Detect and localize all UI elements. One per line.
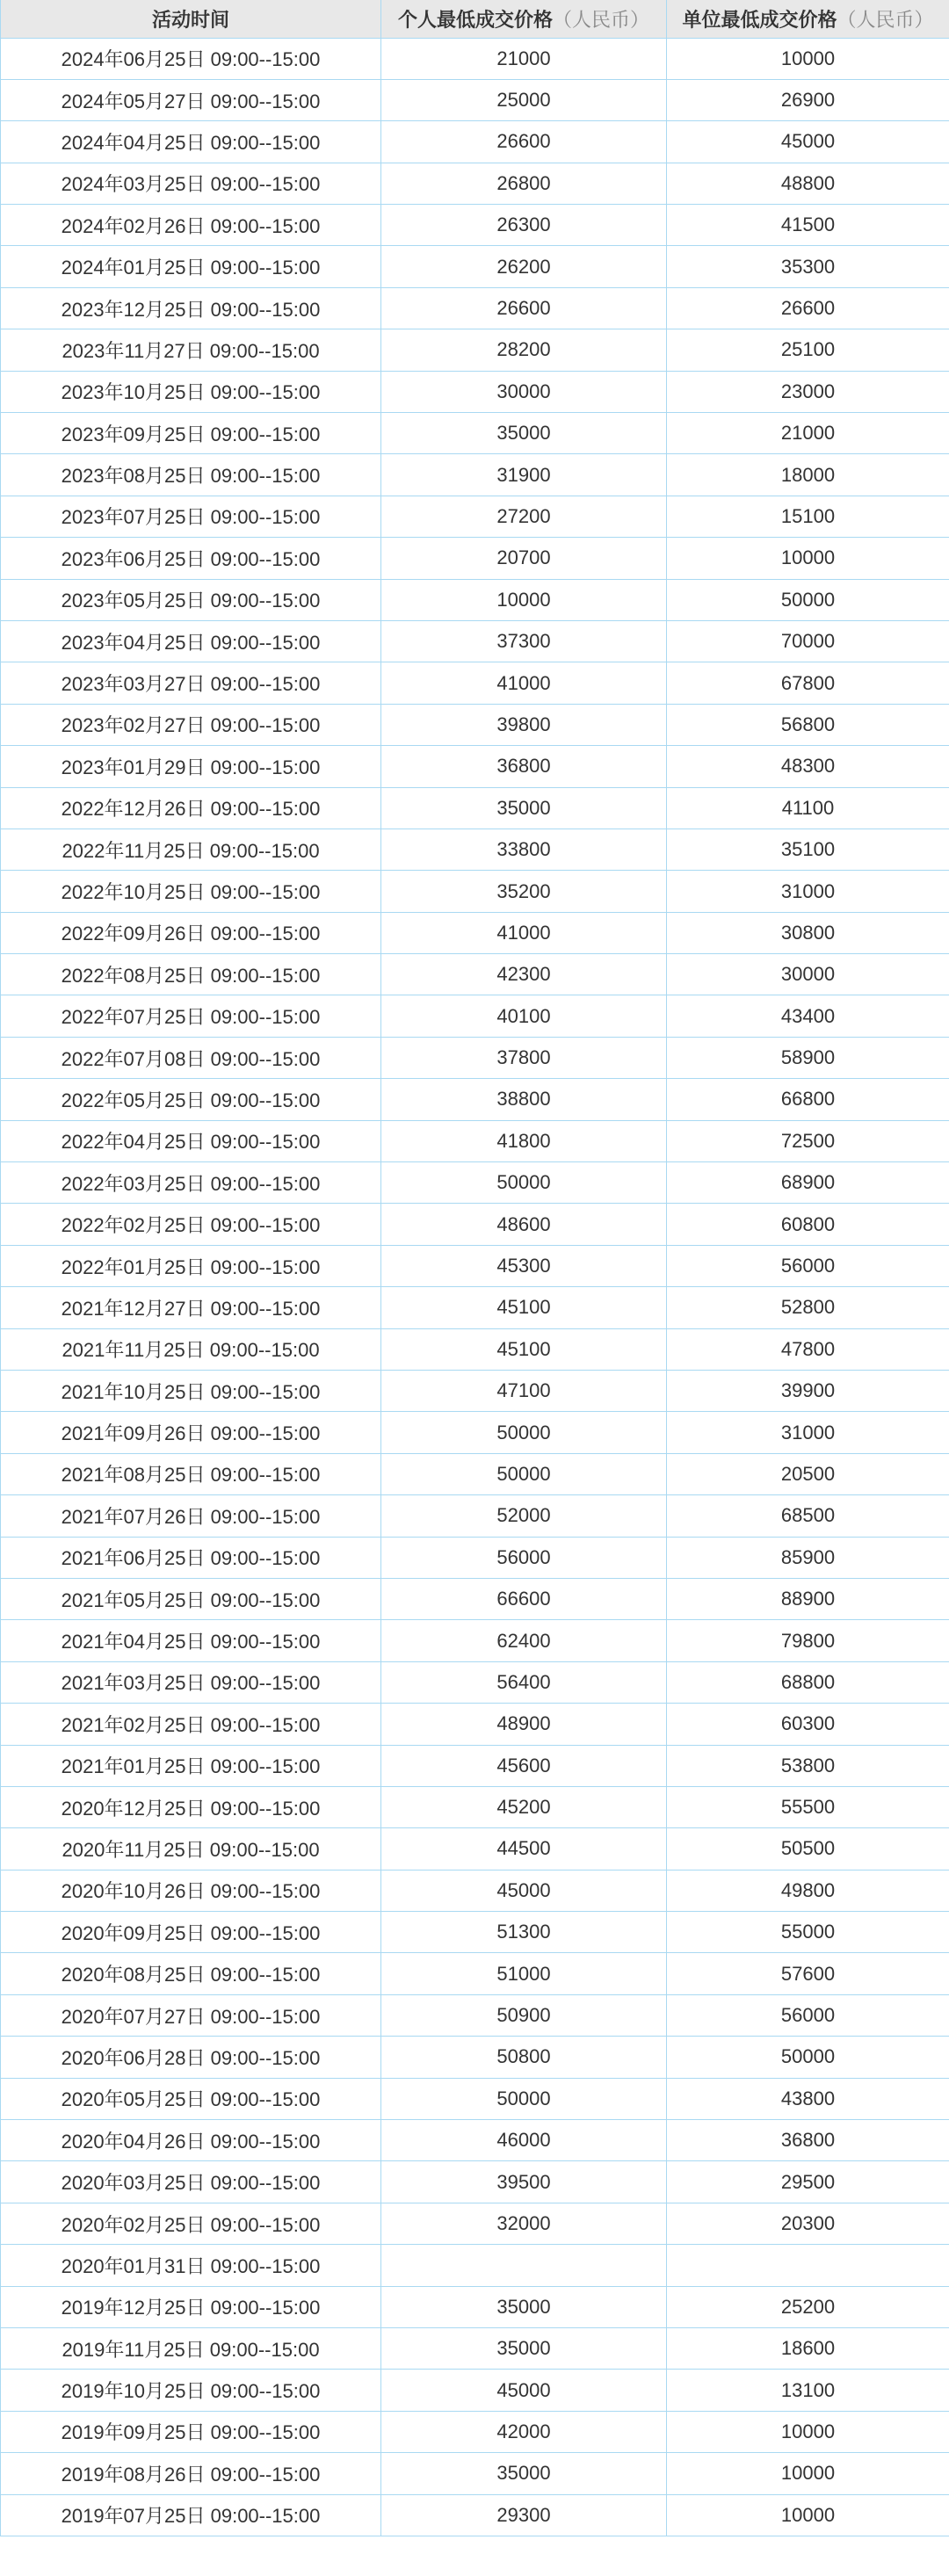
cell-activity-time: 2024年01月25日 09:00--15:00 xyxy=(1,246,381,287)
cell-personal-min-price: 46000 xyxy=(381,2120,667,2161)
cell-personal-min-price: 42300 xyxy=(381,954,667,995)
cell-activity-time: 2022年05月25日 09:00--15:00 xyxy=(1,1079,381,1120)
cell-unit-min-price: 18000 xyxy=(667,454,949,496)
table-row xyxy=(1,246,949,287)
price-table-body xyxy=(1,38,949,2536)
cell-activity-time: 2021年03月25日 09:00--15:00 xyxy=(1,1661,381,1703)
cell-activity-time: 2022年04月25日 09:00--15:00 xyxy=(1,1120,381,1161)
table-row xyxy=(1,1079,949,1120)
table-row xyxy=(1,995,949,1037)
cell-activity-time: 2021年11月25日 09:00--15:00 xyxy=(1,1328,381,1370)
cell-activity-time: 2022年08月25日 09:00--15:00 xyxy=(1,954,381,995)
table-row xyxy=(1,2203,949,2244)
cell-unit-min-price: 45000 xyxy=(667,121,949,163)
cell-unit-min-price: 39900 xyxy=(667,1371,949,1412)
cell-personal-min-price xyxy=(381,2245,667,2286)
cell-personal-min-price: 10000 xyxy=(381,579,667,620)
cell-personal-min-price: 39500 xyxy=(381,2161,667,2203)
cell-unit-min-price: 56000 xyxy=(667,1994,949,2036)
cell-personal-min-price: 33800 xyxy=(381,829,667,870)
cell-activity-time: 2021年04月25日 09:00--15:00 xyxy=(1,1620,381,1661)
cell-unit-min-price: 55000 xyxy=(667,1912,949,1953)
table-row xyxy=(1,2494,949,2536)
cell-activity-time: 2020年04月26日 09:00--15:00 xyxy=(1,2120,381,2161)
cell-activity-time: 2023年04月25日 09:00--15:00 xyxy=(1,620,381,662)
cell-activity-time: 2024年06月25日 09:00--15:00 xyxy=(1,38,381,79)
cell-personal-min-price: 45300 xyxy=(381,1245,667,1286)
cell-activity-time: 2023年11月27日 09:00--15:00 xyxy=(1,329,381,371)
cell-personal-min-price: 41000 xyxy=(381,662,667,704)
cell-personal-min-price: 50900 xyxy=(381,1994,667,2036)
column-unit-suffix: （人民币） xyxy=(553,8,650,31)
cell-activity-time: 2023年08月25日 09:00--15:00 xyxy=(1,454,381,496)
cell-unit-min-price: 85900 xyxy=(667,1537,949,1578)
cell-activity-time: 2019年09月25日 09:00--15:00 xyxy=(1,2411,381,2452)
table-row xyxy=(1,538,949,579)
cell-personal-min-price: 26600 xyxy=(381,287,667,329)
cell-personal-min-price: 20700 xyxy=(381,538,667,579)
cell-personal-min-price: 41800 xyxy=(381,1120,667,1161)
cell-activity-time: 2023年02月27日 09:00--15:00 xyxy=(1,704,381,745)
cell-unit-min-price: 10000 xyxy=(667,538,949,579)
cell-activity-time: 2022年07月08日 09:00--15:00 xyxy=(1,1037,381,1078)
cell-personal-min-price: 39800 xyxy=(381,704,667,745)
cell-activity-time: 2022年11月25日 09:00--15:00 xyxy=(1,829,381,870)
column-header-unit-min-price xyxy=(667,0,949,38)
table-row xyxy=(1,620,949,662)
cell-personal-min-price: 35000 xyxy=(381,2327,667,2369)
table-row xyxy=(1,2370,949,2411)
cell-activity-time: 2024年05月27日 09:00--15:00 xyxy=(1,79,381,120)
table-row xyxy=(1,1328,949,1370)
cell-personal-min-price: 27200 xyxy=(381,496,667,537)
cell-activity-time: 2020年01月31日 09:00--15:00 xyxy=(1,2245,381,2286)
table-row xyxy=(1,1661,949,1703)
cell-personal-min-price: 45100 xyxy=(381,1328,667,1370)
cell-personal-min-price: 48900 xyxy=(381,1704,667,1745)
cell-unit-min-price: 10000 xyxy=(667,38,949,79)
cell-unit-min-price: 50500 xyxy=(667,1828,949,1870)
table-row xyxy=(1,329,949,371)
column-header-personal-min-price xyxy=(381,0,667,38)
cell-personal-min-price: 35000 xyxy=(381,787,667,829)
cell-activity-time: 2023年10月25日 09:00--15:00 xyxy=(1,371,381,412)
table-row xyxy=(1,579,949,620)
cell-personal-min-price: 32000 xyxy=(381,2203,667,2244)
cell-unit-min-price: 20300 xyxy=(667,2203,949,2244)
cell-activity-time: 2019年11月25日 09:00--15:00 xyxy=(1,2327,381,2369)
table-row xyxy=(1,1412,949,1453)
cell-personal-min-price: 37800 xyxy=(381,1037,667,1078)
table-row xyxy=(1,79,949,120)
table-row xyxy=(1,1037,949,1078)
cell-personal-min-price: 45000 xyxy=(381,2370,667,2411)
cell-unit-min-price: 43400 xyxy=(667,995,949,1037)
cell-personal-min-price: 28200 xyxy=(381,329,667,371)
cell-unit-min-price: 35300 xyxy=(667,246,949,287)
cell-unit-min-price: 10000 xyxy=(667,2494,949,2536)
cell-personal-min-price: 35000 xyxy=(381,2286,667,2327)
table-row xyxy=(1,2161,949,2203)
cell-personal-min-price: 26600 xyxy=(381,121,667,163)
cell-unit-min-price: 30000 xyxy=(667,954,949,995)
cell-activity-time: 2020年09月25日 09:00--15:00 xyxy=(1,1912,381,1953)
cell-unit-min-price: 10000 xyxy=(667,2453,949,2494)
cell-unit-min-price: 50000 xyxy=(667,579,949,620)
cell-unit-min-price: 52800 xyxy=(667,1287,949,1328)
cell-activity-time: 2023年12月25日 09:00--15:00 xyxy=(1,287,381,329)
cell-personal-min-price: 50000 xyxy=(381,1453,667,1494)
cell-activity-time: 2020年06月28日 09:00--15:00 xyxy=(1,2037,381,2078)
table-row xyxy=(1,1578,949,1619)
table-row xyxy=(1,287,949,329)
cell-unit-min-price: 49800 xyxy=(667,1870,949,1911)
cell-unit-min-price: 25200 xyxy=(667,2286,949,2327)
cell-personal-min-price: 47100 xyxy=(381,1371,667,1412)
table-row xyxy=(1,413,949,454)
table-row xyxy=(1,829,949,870)
cell-personal-min-price: 25000 xyxy=(381,79,667,120)
cell-personal-min-price: 31900 xyxy=(381,454,667,496)
cell-personal-min-price: 40100 xyxy=(381,995,667,1037)
cell-personal-min-price: 45600 xyxy=(381,1745,667,1786)
cell-activity-time: 2020年12月25日 09:00--15:00 xyxy=(1,1786,381,1827)
column-label: 单位最低成交价格 xyxy=(682,8,837,31)
cell-personal-min-price: 26800 xyxy=(381,163,667,204)
cell-personal-min-price: 30000 xyxy=(381,371,667,412)
cell-activity-time: 2021年08月25日 09:00--15:00 xyxy=(1,1453,381,1494)
cell-personal-min-price: 35200 xyxy=(381,871,667,912)
cell-activity-time: 2021年10月25日 09:00--15:00 xyxy=(1,1371,381,1412)
table-row xyxy=(1,371,949,412)
table-row xyxy=(1,787,949,829)
column-label: 活动时间 xyxy=(151,8,229,31)
cell-activity-time: 2023年05月25日 09:00--15:00 xyxy=(1,579,381,620)
table-row xyxy=(1,1620,949,1661)
cell-personal-min-price: 45200 xyxy=(381,1786,667,1827)
cell-unit-min-price: 20500 xyxy=(667,1453,949,1494)
cell-unit-min-price: 53800 xyxy=(667,1745,949,1786)
cell-unit-min-price: 56000 xyxy=(667,1245,949,1286)
cell-activity-time: 2024年02月26日 09:00--15:00 xyxy=(1,205,381,246)
cell-unit-min-price: 58900 xyxy=(667,1037,949,1078)
cell-personal-min-price: 48600 xyxy=(381,1204,667,1245)
cell-personal-min-price: 21000 xyxy=(381,38,667,79)
cell-activity-time: 2020年05月25日 09:00--15:00 xyxy=(1,2078,381,2119)
cell-activity-time: 2020年08月25日 09:00--15:00 xyxy=(1,1953,381,1994)
cell-unit-min-price: 68500 xyxy=(667,1495,949,1537)
cell-unit-min-price: 25100 xyxy=(667,329,949,371)
cell-unit-min-price: 68800 xyxy=(667,1661,949,1703)
cell-unit-min-price xyxy=(667,2245,949,2286)
cell-unit-min-price: 18600 xyxy=(667,2327,949,2369)
cell-activity-time: 2019年10月25日 09:00--15:00 xyxy=(1,2370,381,2411)
cell-activity-time: 2022年09月26日 09:00--15:00 xyxy=(1,912,381,953)
table-row xyxy=(1,2120,949,2161)
cell-personal-min-price: 51300 xyxy=(381,1912,667,1953)
table-row xyxy=(1,1786,949,1827)
cell-unit-min-price: 57600 xyxy=(667,1953,949,1994)
table-row xyxy=(1,121,949,163)
column-unit-suffix: （人民币） xyxy=(837,8,934,31)
table-row xyxy=(1,954,949,995)
cell-personal-min-price: 35000 xyxy=(381,2453,667,2494)
cell-personal-min-price: 26200 xyxy=(381,246,667,287)
cell-activity-time: 2020年11月25日 09:00--15:00 xyxy=(1,1828,381,1870)
cell-personal-min-price: 45100 xyxy=(381,1287,667,1328)
cell-unit-min-price: 56800 xyxy=(667,704,949,745)
cell-unit-min-price: 13100 xyxy=(667,2370,949,2411)
cell-unit-min-price: 79800 xyxy=(667,1620,949,1661)
cell-personal-min-price: 52000 xyxy=(381,1495,667,1537)
cell-unit-min-price: 15100 xyxy=(667,496,949,537)
table-row xyxy=(1,1912,949,1953)
table-row xyxy=(1,38,949,79)
cell-activity-time: 2023年09月25日 09:00--15:00 xyxy=(1,413,381,454)
cell-unit-min-price: 50000 xyxy=(667,2037,949,2078)
cell-unit-min-price: 36800 xyxy=(667,2120,949,2161)
cell-personal-min-price: 56000 xyxy=(381,1537,667,1578)
cell-unit-min-price: 60800 xyxy=(667,1204,949,1245)
cell-unit-min-price: 26600 xyxy=(667,287,949,329)
cell-activity-time: 2021年06月25日 09:00--15:00 xyxy=(1,1537,381,1578)
table-row xyxy=(1,1453,949,1494)
cell-unit-min-price: 48300 xyxy=(667,746,949,787)
table-row xyxy=(1,2286,949,2327)
table-row xyxy=(1,2245,949,2286)
cell-activity-time: 2024年03月25日 09:00--15:00 xyxy=(1,163,381,204)
cell-activity-time: 2020年07月27日 09:00--15:00 xyxy=(1,1994,381,2036)
column-label: 个人最低成交价格 xyxy=(397,8,553,31)
cell-activity-time: 2023年06月25日 09:00--15:00 xyxy=(1,538,381,579)
table-row xyxy=(1,1994,949,2036)
cell-personal-min-price: 36800 xyxy=(381,746,667,787)
table-row xyxy=(1,1745,949,1786)
cell-personal-min-price: 45000 xyxy=(381,1870,667,1911)
cell-unit-min-price: 23000 xyxy=(667,371,949,412)
cell-unit-min-price: 48800 xyxy=(667,163,949,204)
cell-personal-min-price: 42000 xyxy=(381,2411,667,2452)
table-row xyxy=(1,2037,949,2078)
cell-activity-time: 2022年03月25日 09:00--15:00 xyxy=(1,1162,381,1204)
cell-unit-min-price: 10000 xyxy=(667,2411,949,2452)
cell-activity-time: 2023年03月27日 09:00--15:00 xyxy=(1,662,381,704)
table-row xyxy=(1,1704,949,1745)
cell-unit-min-price: 43800 xyxy=(667,2078,949,2119)
table-row xyxy=(1,2078,949,2119)
table-row xyxy=(1,1495,949,1537)
cell-activity-time: 2019年07月25日 09:00--15:00 xyxy=(1,2494,381,2536)
table-row xyxy=(1,1870,949,1911)
cell-activity-time: 2019年08月26日 09:00--15:00 xyxy=(1,2453,381,2494)
cell-personal-min-price: 29300 xyxy=(381,2494,667,2536)
table-row xyxy=(1,662,949,704)
table-row xyxy=(1,1162,949,1204)
cell-personal-min-price: 50000 xyxy=(381,1412,667,1453)
cell-activity-time: 2021年05月25日 09:00--15:00 xyxy=(1,1578,381,1619)
table-row xyxy=(1,1245,949,1286)
cell-unit-min-price: 31000 xyxy=(667,871,949,912)
cell-activity-time: 2021年12月27日 09:00--15:00 xyxy=(1,1287,381,1328)
cell-activity-time: 2022年12月26日 09:00--15:00 xyxy=(1,787,381,829)
cell-personal-min-price: 38800 xyxy=(381,1079,667,1120)
table-row xyxy=(1,746,949,787)
cell-activity-time: 2022年10月25日 09:00--15:00 xyxy=(1,871,381,912)
cell-activity-time: 2022年02月25日 09:00--15:00 xyxy=(1,1204,381,1245)
column-header-activity-time xyxy=(1,0,381,38)
table-row xyxy=(1,1953,949,1994)
table-header xyxy=(1,0,949,38)
table-row xyxy=(1,1120,949,1161)
cell-unit-min-price: 66800 xyxy=(667,1079,949,1120)
cell-unit-min-price: 29500 xyxy=(667,2161,949,2203)
table-row xyxy=(1,912,949,953)
table-row xyxy=(1,496,949,537)
table-row xyxy=(1,1828,949,1870)
cell-personal-min-price: 41000 xyxy=(381,912,667,953)
cell-activity-time: 2021年09月26日 09:00--15:00 xyxy=(1,1412,381,1453)
cell-unit-min-price: 68900 xyxy=(667,1162,949,1204)
cell-activity-time: 2020年10月26日 09:00--15:00 xyxy=(1,1870,381,1911)
cell-unit-min-price: 41500 xyxy=(667,205,949,246)
cell-activity-time: 2021年01月25日 09:00--15:00 xyxy=(1,1745,381,1786)
cell-personal-min-price: 35000 xyxy=(381,413,667,454)
cell-personal-min-price: 50000 xyxy=(381,2078,667,2119)
table-row xyxy=(1,2411,949,2452)
table-row xyxy=(1,1204,949,1245)
cell-personal-min-price: 44500 xyxy=(381,1828,667,1870)
cell-unit-min-price: 55500 xyxy=(667,1786,949,1827)
cell-unit-min-price: 72500 xyxy=(667,1120,949,1161)
table-row xyxy=(1,205,949,246)
cell-unit-min-price: 67800 xyxy=(667,662,949,704)
cell-activity-time: 2020年02月25日 09:00--15:00 xyxy=(1,2203,381,2244)
cell-activity-time: 2019年12月25日 09:00--15:00 xyxy=(1,2286,381,2327)
cell-activity-time: 2021年02月25日 09:00--15:00 xyxy=(1,1704,381,1745)
cell-personal-min-price: 37300 xyxy=(381,620,667,662)
cell-unit-min-price: 70000 xyxy=(667,620,949,662)
cell-activity-time: 2024年04月25日 09:00--15:00 xyxy=(1,121,381,163)
cell-activity-time: 2020年03月25日 09:00--15:00 xyxy=(1,2161,381,2203)
cell-activity-time: 2022年07月25日 09:00--15:00 xyxy=(1,995,381,1037)
cell-unit-min-price: 60300 xyxy=(667,1704,949,1745)
table-row xyxy=(1,454,949,496)
cell-unit-min-price: 35100 xyxy=(667,829,949,870)
cell-unit-min-price: 21000 xyxy=(667,413,949,454)
table-row xyxy=(1,2453,949,2494)
cell-activity-time: 2023年07月25日 09:00--15:00 xyxy=(1,496,381,537)
cell-personal-min-price: 26300 xyxy=(381,205,667,246)
table-row xyxy=(1,163,949,204)
cell-personal-min-price: 50000 xyxy=(381,1162,667,1204)
cell-personal-min-price: 50800 xyxy=(381,2037,667,2078)
cell-personal-min-price: 56400 xyxy=(381,1661,667,1703)
table-row xyxy=(1,704,949,745)
table-row xyxy=(1,871,949,912)
cell-personal-min-price: 51000 xyxy=(381,1953,667,1994)
cell-unit-min-price: 30800 xyxy=(667,912,949,953)
cell-unit-min-price: 26900 xyxy=(667,79,949,120)
cell-unit-min-price: 47800 xyxy=(667,1328,949,1370)
cell-activity-time: 2021年07月26日 09:00--15:00 xyxy=(1,1495,381,1537)
table-row xyxy=(1,1371,949,1412)
table-row xyxy=(1,2327,949,2369)
cell-unit-min-price: 88900 xyxy=(667,1578,949,1619)
cell-personal-min-price: 66600 xyxy=(381,1578,667,1619)
table-row xyxy=(1,1287,949,1328)
cell-personal-min-price: 62400 xyxy=(381,1620,667,1661)
cell-activity-time: 2022年01月25日 09:00--15:00 xyxy=(1,1245,381,1286)
cell-activity-time: 2023年01月29日 09:00--15:00 xyxy=(1,746,381,787)
cell-unit-min-price: 31000 xyxy=(667,1412,949,1453)
table-row xyxy=(1,1537,949,1578)
header-row xyxy=(1,0,949,38)
cell-unit-min-price: 41100 xyxy=(667,787,949,829)
